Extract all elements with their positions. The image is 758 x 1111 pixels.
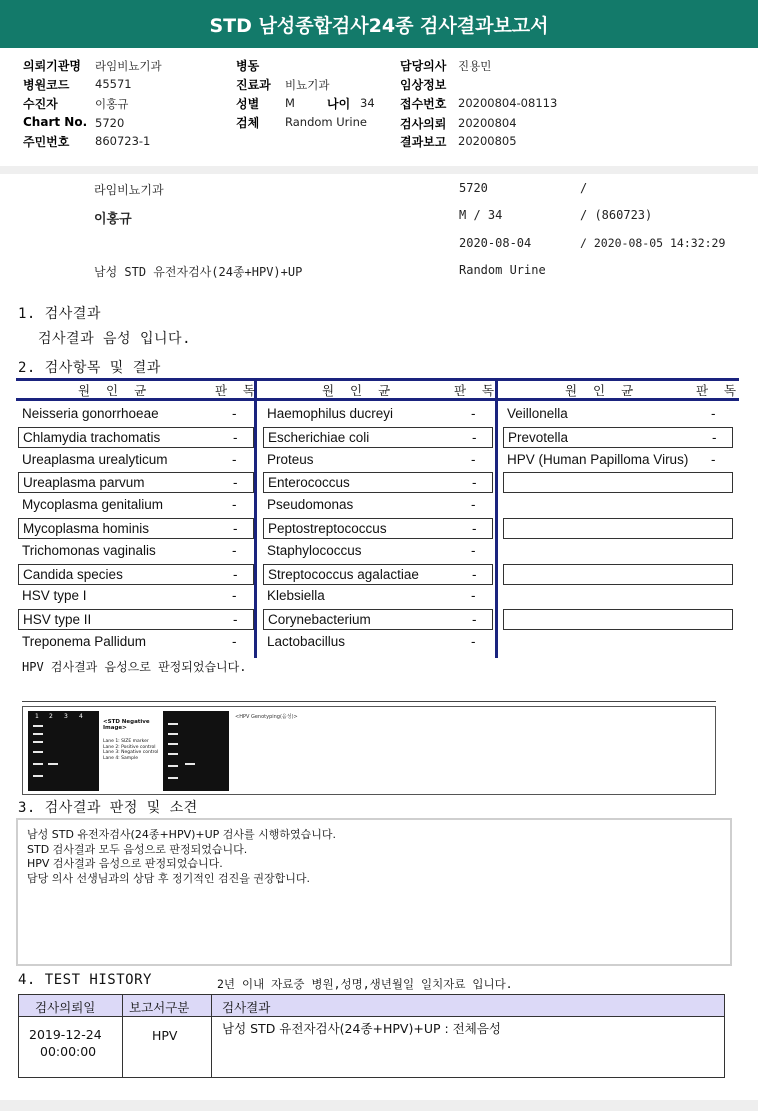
age-label: 나이 (327, 97, 351, 111)
sex-value: M (285, 96, 295, 110)
pathogen-row (263, 609, 493, 630)
separator-band (0, 166, 758, 174)
chart-value: 5720 (95, 116, 125, 130)
gel-band (168, 723, 178, 725)
pathogen-row (18, 450, 254, 471)
gel-caption-line: Lane 1: SIZE marker (103, 739, 149, 744)
resident-value: 860723-1 (95, 134, 151, 148)
pathogen-name: Streptococcus agalactiae (268, 566, 419, 582)
bottom-band (0, 1100, 758, 1111)
dept-value: 비뇨기과 (285, 78, 330, 92)
patient-label: 수진자 (23, 97, 58, 111)
info-date: 2020-08-04 (459, 236, 532, 250)
pathogen-result: - (472, 429, 477, 445)
history-col-type: 보고서구분 (129, 1000, 190, 1015)
pathogen-row (503, 450, 733, 471)
column-divider-1 (254, 378, 257, 658)
pathogen-result: - (472, 475, 477, 491)
pathogen-result: - (232, 497, 237, 513)
history-divider (122, 995, 123, 1077)
specimen-value: Random Urine (285, 115, 367, 129)
pathogen-row (263, 518, 493, 539)
info-patient: 이홍규 (94, 212, 132, 227)
sex-label: 성별 (236, 97, 260, 111)
receipt-value: 20200804-08113 (458, 96, 558, 110)
pathogen-result: - (471, 406, 476, 421)
pathogen-name: Candida species (23, 566, 123, 582)
opinion-line: HPV 검사결과 음성으로 판정되었습니다. (27, 857, 223, 870)
col3-judge-header: 판 독 (696, 383, 743, 398)
pathogen-name: Klebsiella (267, 588, 325, 604)
pathogen-name: Ureaplasma urealyticum (22, 451, 168, 467)
column-divider-2 (495, 378, 498, 658)
hpv-gel-image (163, 711, 229, 791)
gel-band (168, 743, 178, 745)
info-birth: / (860723) (580, 208, 653, 222)
pathogen-result: - (711, 406, 716, 421)
pathogen-result: - (471, 542, 476, 558)
pathogen-name: Haemophilus ducreyi (267, 406, 394, 421)
pathogen-name: Proteus (267, 451, 314, 467)
opinion-box (16, 818, 732, 966)
pathogen-result: - (233, 612, 238, 628)
specimen-label: 검체 (236, 116, 260, 130)
pathogen-name: Staphylococcus (267, 542, 362, 558)
lane-number: 3 (64, 713, 68, 720)
section2-title: 2. 검사항목 및 결과 (18, 360, 161, 376)
report-date-value: 20200805 (458, 134, 517, 148)
pathogen-row (263, 495, 493, 516)
lane-number: 2 (49, 713, 53, 720)
pathogen-name: Mycoplasma hominis (23, 521, 150, 536)
pathogen-result: - (711, 451, 716, 467)
gel-image-frame (22, 706, 716, 795)
pathogen-row (503, 427, 733, 448)
gel-band (48, 763, 58, 765)
pathogen-result: - (233, 566, 238, 582)
pathogen-name: HSV type I (22, 588, 87, 604)
pathogen-result: - (232, 634, 237, 649)
pathogen-row (18, 586, 254, 607)
section1-title: 1. 검사결과 (18, 306, 101, 322)
pathogen-result: - (472, 521, 477, 536)
pathogen-name: Chlamydia trachomatis (23, 429, 161, 445)
info-test-name: 남성 STD 유전자검사(24종+HPV)+UP (94, 265, 303, 279)
report-date-label: 결과보고 (400, 135, 447, 149)
pathogen-row (263, 404, 493, 425)
gel-band (33, 775, 43, 777)
pathogen-name: Treponema Pallidum (22, 634, 147, 649)
pathogen-name: Peptostreptococcus (268, 521, 387, 536)
pathogen-name: Pseudomonas (267, 497, 354, 513)
doctor-value: 진용민 (458, 59, 492, 73)
resident-label: 주민번호 (23, 135, 70, 149)
opinion-line: STD 검사결과 모두 음성으로 판정되었습니다. (27, 842, 248, 856)
info-specimen: Random Urine (459, 263, 546, 277)
hospital-code-value: 45571 (95, 77, 132, 91)
gel-band (185, 763, 195, 765)
report-title-text: STD 남성종합검사24종 검사결과보고서 (209, 14, 549, 37)
history-col-date: 검사의뢰일 (35, 1000, 96, 1015)
request-label: 검사의뢰 (400, 117, 447, 131)
hpv-gel-caption: <HPV Genotyping(음성)> (235, 714, 298, 720)
gel-band (168, 777, 178, 779)
pathogen-row (263, 541, 493, 562)
info-report-time: / 2020-08-05 14:32:29 (580, 236, 726, 250)
pathogen-result: - (233, 429, 238, 445)
pathogen-row (263, 472, 493, 493)
pathogen-result: - (471, 451, 476, 467)
institution-value: 라임비뇨기과 (95, 59, 162, 73)
section3-title: 3. 검사결과 판정 및 소견 (18, 800, 198, 816)
pathogen-row (18, 427, 254, 448)
pathogen-result: - (471, 497, 476, 513)
pathogen-name: Trichomonas vaginalis (22, 542, 156, 558)
gel-caption-line: Lane 4: Sample (103, 755, 138, 761)
pathogen-row (263, 427, 493, 448)
gel-caption-line: Lane 3: Negative control (103, 750, 159, 755)
gel-band (33, 733, 43, 735)
info-clinic: 라임비뇨기과 (94, 183, 164, 197)
section4-title: 4. TEST HISTORY (18, 972, 152, 988)
history-header-row (19, 995, 724, 1017)
opinion-line: 담당 의사 선생님과의 상담 후 정기적인 검진을 권장합니다. (27, 871, 310, 885)
pathogen-name: Ureaplasma parvum (23, 475, 145, 491)
pathogen-row (503, 609, 733, 630)
dept-label: 진료과 (236, 78, 271, 92)
pathogen-row (263, 586, 493, 607)
history-table (18, 994, 725, 1078)
info-sex-age: M / 34 (459, 208, 503, 222)
pathogen-result: - (232, 588, 237, 604)
history-row-result: 남성 STD 유전자검사(24종+HPV)+UP : 전체음성 (222, 1021, 501, 1036)
gel-band (33, 751, 43, 753)
gel-band (33, 725, 43, 727)
pathogen-result: - (232, 451, 237, 467)
pathogen-row (503, 472, 733, 493)
col2-judge-header: 판 독 (454, 383, 501, 398)
pathogen-result: - (232, 542, 237, 558)
col3-pathogen-header: 원 인 균 (565, 383, 640, 398)
pathogen-row (263, 450, 493, 471)
pathogen-name: HPV (Human Papilloma Virus) (507, 451, 689, 467)
info-chart: 5720 (459, 181, 488, 195)
pathogen-result: - (471, 634, 476, 649)
pathogen-result: - (712, 429, 717, 445)
report-title (0, 0, 758, 48)
col1-pathogen-header: 원 인 균 (78, 383, 153, 398)
info-slash: / (580, 181, 588, 195)
pathogen-row (18, 472, 254, 493)
pathogen-name: Lactobacillus (267, 634, 346, 649)
pathogen-row (18, 632, 254, 653)
pathogen-name: Mycoplasma genitalium (22, 497, 164, 513)
pathogen-row (18, 518, 254, 539)
pathogen-row (18, 404, 254, 425)
clinical-label: 임상정보 (400, 78, 447, 92)
std-gel-image (28, 711, 99, 791)
pathogen-row (18, 495, 254, 516)
pathogen-result: - (232, 406, 237, 421)
pathogen-row (503, 518, 733, 539)
gel-caption-line: Lane 2: Positive control (103, 744, 156, 750)
pathogen-row (18, 564, 254, 585)
pathogen-result: - (233, 521, 238, 536)
pathogen-row (503, 564, 733, 585)
pathogen-name: Veillonella (507, 406, 568, 421)
ward-label: 병동 (236, 59, 260, 73)
hospital-code-label: 병원코드 (23, 78, 70, 92)
col2-pathogen-header: 원 인 균 (322, 383, 397, 398)
history-divider (211, 995, 212, 1077)
history-row-date: 2019-12-24 (29, 1027, 102, 1042)
gel-caption-title: <STD Negative Image> (103, 719, 150, 731)
receipt-label: 접수번호 (400, 97, 447, 111)
age-value: 34 (360, 96, 375, 110)
gel-top-rule (22, 701, 716, 702)
pathogen-row (18, 609, 254, 630)
gel-band (168, 765, 178, 767)
pathogen-name: Prevotella (508, 429, 569, 445)
header-panel (0, 48, 758, 167)
lane-number: 4 (79, 713, 83, 720)
gel-band (168, 753, 178, 755)
pathogen-name: HSV type II (23, 612, 92, 628)
pathogen-row (263, 564, 493, 585)
hpv-note: HPV 검사결과 음성으로 판정되었습니다. (22, 660, 247, 674)
pathogen-result: - (471, 588, 476, 604)
opinion-line: 남성 STD 유전자검사(24종+HPV)+UP 검사를 시행하였습니다. (27, 828, 337, 841)
history-row-time: 00:00:00 (40, 1044, 97, 1059)
chart-label: Chart No. (23, 115, 88, 129)
section1-result: 검사결과 음성 입니다. (38, 331, 192, 347)
pathogen-row (18, 541, 254, 562)
history-row-type: HPV (152, 1028, 178, 1043)
institution-label: 의뢰기관명 (23, 59, 81, 73)
patient-value: 이홍규 (95, 97, 129, 111)
pathogen-result: - (472, 612, 477, 628)
doctor-label: 담당의사 (400, 59, 447, 73)
pathogen-name: Escherichiae coli (268, 429, 370, 445)
pathogen-name: Enterococcus (268, 475, 350, 491)
request-value: 20200804 (458, 116, 517, 130)
pathogen-row (263, 632, 493, 653)
gel-band (33, 763, 43, 765)
pathogen-result: - (233, 475, 238, 491)
gel-band (33, 741, 43, 743)
pathogen-name: Neisseria gonorrhoeae (22, 406, 159, 421)
pathogen-name: Corynebacterium (268, 612, 371, 628)
pathogen-row (503, 404, 733, 425)
std-gel-caption (103, 711, 165, 791)
col1-judge-header: 판 독 (215, 383, 262, 398)
lane-number: 1 (35, 713, 39, 720)
history-col-result: 검사결과 (222, 1000, 271, 1015)
history-note: 2년 이내 자료중 병원,성명,생년월일 일치자료 입니다. (217, 977, 513, 991)
gel-band (168, 733, 178, 735)
pathogen-result: - (472, 566, 477, 582)
